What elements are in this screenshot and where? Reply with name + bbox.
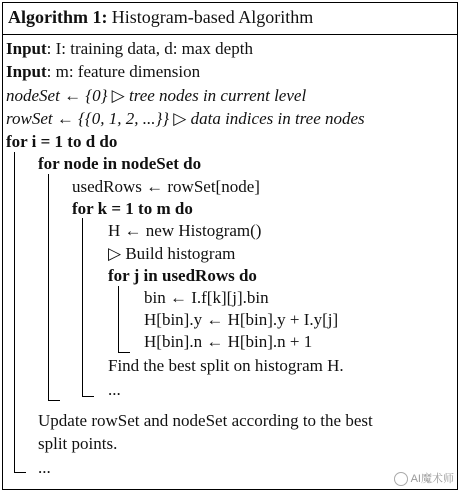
block-for-j-end bbox=[118, 352, 130, 353]
algorithm-title bbox=[8, 6, 313, 29]
line-for-k: for k = 1 to m do bbox=[72, 199, 193, 218]
block-for-node-end bbox=[48, 400, 60, 401]
input-text: : m: feature dimension bbox=[46, 62, 201, 81]
line-usedrows: usedRows ← rowSet[node] bbox=[72, 177, 260, 196]
input-keyword: Input bbox=[6, 39, 47, 58]
line-rowset: rowSet ← {{0, 1, 2, ...}} ▷ data indices in tree nodes bbox=[6, 109, 365, 128]
line-bin: bin ← I.f[k][j].bin bbox=[144, 288, 269, 307]
algorithm-label: Algorithm 1: bbox=[8, 7, 108, 27]
watermark bbox=[394, 470, 454, 486]
algorithm-name: Histogram-based Algorithm bbox=[111, 7, 314, 27]
line-find-split: Find the best split on histogram H. bbox=[108, 356, 344, 375]
input-line-2 bbox=[6, 61, 200, 83]
block-for-i-end bbox=[14, 472, 26, 473]
line-for-j: for j in usedRows do bbox=[108, 266, 257, 285]
line-update-sets-1: Update rowSet and nodeSet according to the best bbox=[38, 411, 373, 430]
line-ellipsis-inner: ... bbox=[108, 380, 121, 399]
line-for-i: for i = 1 to d do bbox=[6, 132, 118, 151]
line-update-n: H[bin].n ← H[bin].n + 1 bbox=[144, 332, 313, 351]
block-for-k-end bbox=[82, 396, 94, 397]
block-for-k-rule bbox=[82, 218, 83, 396]
input-line-1 bbox=[6, 38, 253, 60]
line-new-histogram: H ← new Histogram() bbox=[108, 221, 262, 240]
block-for-i-rule bbox=[14, 152, 15, 472]
line-update-sets-2: split points. bbox=[38, 434, 118, 453]
line-ellipsis-outer: ... bbox=[38, 458, 51, 477]
title-rule bbox=[2, 34, 458, 35]
wechat-icon bbox=[394, 472, 408, 486]
line-nodeset: nodeSet ← {0} ▷ tree nodes in current level bbox=[6, 86, 307, 105]
input-keyword: Input bbox=[6, 62, 47, 81]
line-for-node: for node in nodeSet do bbox=[38, 154, 202, 173]
block-for-j-rule bbox=[118, 286, 119, 352]
block-for-node-rule bbox=[48, 174, 49, 400]
input-text: : I: training data, d: max depth bbox=[46, 39, 253, 58]
watermark-text: AI魔术师 bbox=[410, 472, 454, 485]
line-update-y: H[bin].y ← H[bin].y + I.y[j] bbox=[144, 310, 339, 329]
line-build-comment: ▷ Build histogram bbox=[108, 244, 236, 263]
